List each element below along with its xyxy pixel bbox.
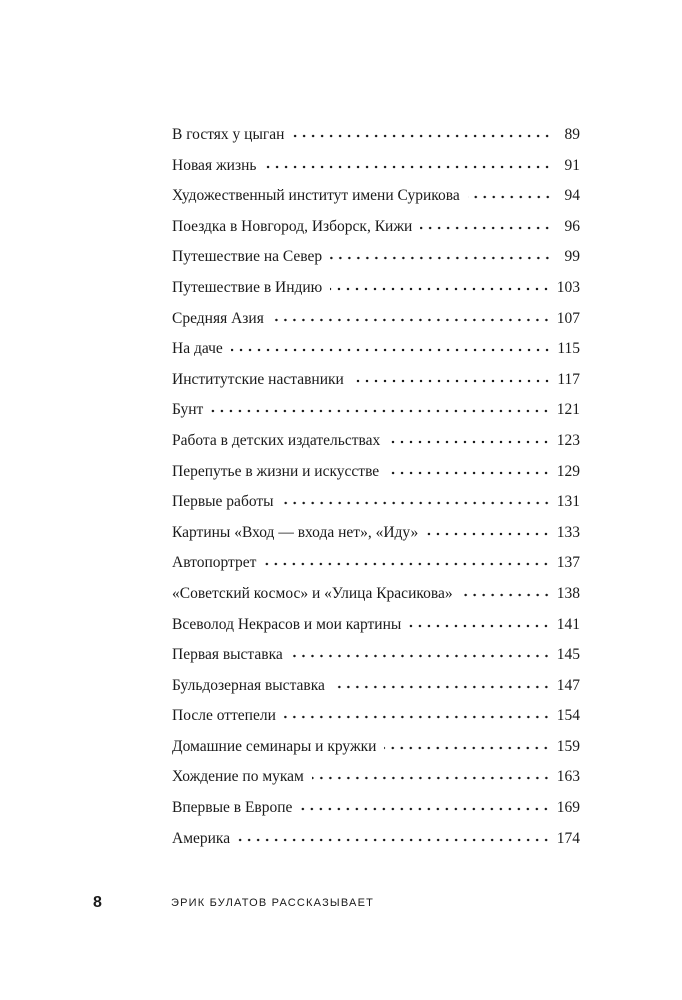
dot-leader (282, 501, 551, 505)
toc-entry-page: 137 (556, 554, 580, 572)
page-number: 8 (93, 894, 102, 911)
toc-entry-page: 129 (556, 462, 580, 480)
toc-entry-page: 174 (556, 829, 580, 847)
toc-entry-page: 133 (556, 523, 580, 541)
toc-entry[interactable] (172, 120, 580, 151)
toc-entry-page: 115 (557, 340, 580, 358)
dot-leader (384, 746, 550, 750)
toc-entry[interactable] (172, 151, 580, 182)
toc-entry[interactable] (172, 640, 580, 671)
dot-leader (312, 776, 551, 780)
toc-entry-page: 145 (556, 646, 580, 664)
toc-entry-title: Домашние семинары и кружки (172, 737, 377, 755)
toc-entry[interactable] (172, 334, 580, 365)
toc-entry-title: Первые работы (172, 493, 274, 511)
dot-leader (272, 318, 551, 322)
dot-leader (264, 165, 552, 169)
toc-entry-title: Впервые в Европе (172, 799, 293, 817)
toc-entry[interactable] (172, 671, 580, 702)
toc-entry-page: 138 (556, 584, 580, 602)
toc-entry[interactable] (172, 457, 580, 488)
dot-leader (352, 379, 552, 383)
toc-entry[interactable] (172, 365, 580, 396)
toc-entry-title: После оттепели (172, 707, 276, 725)
toc-entry-page: 169 (556, 799, 580, 817)
toc-entry-title: В гостях у цыган (172, 126, 285, 143)
toc-entry-page: 123 (556, 431, 580, 449)
toc-entry[interactable] (172, 610, 580, 641)
dot-leader (387, 471, 551, 475)
toc-entry-page: 147 (556, 676, 580, 694)
toc-entry[interactable] (172, 304, 580, 335)
dot-leader (238, 838, 551, 842)
toc-entry[interactable] (172, 762, 580, 793)
dot-leader (333, 685, 551, 689)
toc-entry-title: Первая выставка (172, 646, 283, 664)
toc-entry-title: Бульдозерная выставка (172, 676, 325, 694)
toc-entry-title: Всеволод Некрасов и мои картины (172, 615, 402, 633)
dot-leader (420, 226, 552, 230)
toc-entry-title: Картины «Вход — входа нет», «Иду» (172, 523, 419, 541)
toc-entry[interactable] (172, 273, 580, 304)
dot-leader (426, 532, 550, 536)
toc-entry-page: 117 (557, 370, 580, 388)
toc-entry-page: 103 (556, 278, 580, 296)
toc-entry[interactable] (172, 426, 580, 457)
toc-entry[interactable] (172, 548, 580, 579)
dot-leader (231, 348, 552, 352)
toc-entry-page: 89 (564, 126, 580, 143)
toc-entry[interactable] (172, 701, 580, 732)
dot-leader (409, 624, 550, 628)
dot-leader (330, 287, 550, 291)
toc-entry-page: 99 (564, 248, 580, 266)
toc-entry-title: Хождение по мукам (172, 768, 304, 786)
toc-entry-page: 107 (556, 309, 580, 327)
toc-entry-title: На даче (172, 340, 223, 358)
toc-entry-title: Путешествие на Север (172, 248, 323, 266)
dot-leader (300, 807, 550, 811)
toc-entry[interactable] (172, 181, 580, 212)
dot-leader (264, 562, 550, 566)
toc-entry-page: 154 (556, 707, 580, 725)
toc-entry[interactable] (172, 242, 580, 273)
toc-entry-title: Путешествие в Индию (172, 278, 323, 296)
toc-entry-page: 96 (564, 217, 580, 235)
toc-entry-page: 141 (556, 615, 580, 633)
toc-entry-page: 159 (556, 737, 580, 755)
toc-entry-title: Поездка в Новгород, Изборск, Кижи (172, 217, 413, 235)
toc-entry-title: Работа в детских издательствах (172, 431, 381, 449)
toc-entry-title: Институтские наставники (172, 370, 344, 388)
toc-entry[interactable] (172, 487, 580, 518)
toc-entry-title: Средняя Азия (172, 309, 264, 327)
toc-entry-title: «Советский космос» и «Улица Красикова» (172, 584, 453, 602)
toc-entry[interactable] (172, 395, 580, 426)
toc-entry-title: Америка (172, 829, 231, 847)
toc-entry[interactable] (172, 212, 580, 243)
dot-leader (388, 440, 550, 444)
toc-entry[interactable] (172, 793, 580, 824)
dot-leader (211, 409, 550, 413)
toc-entry-page: 94 (564, 187, 580, 205)
toc-entry-page: 131 (556, 493, 580, 511)
toc-entry[interactable] (172, 824, 580, 855)
toc-entry[interactable] (172, 579, 580, 610)
table-of-contents (172, 120, 580, 854)
dot-leader (292, 134, 552, 138)
toc-entry-title: Перепутье в жизни и искусстве (172, 462, 380, 480)
toc-entry-title: Бунт (172, 401, 204, 419)
toc-entry-title: Художественный институт имени Сурикова (172, 187, 460, 205)
toc-entry-title: Новая жизнь (172, 156, 257, 174)
dot-leader (291, 654, 551, 658)
toc-entry-page: 121 (556, 401, 580, 419)
toc-entry-page: 163 (556, 768, 580, 786)
dot-leader (461, 593, 551, 597)
toc-entry-page: 91 (564, 156, 580, 174)
dot-leader (284, 715, 551, 719)
dot-leader (330, 256, 552, 260)
running-head: ЭРИК БУЛАТОВ РАССКАЗЫВАЕТ (171, 897, 375, 909)
toc-entry[interactable] (172, 518, 580, 549)
toc-entry-title: Автопортрет (172, 554, 257, 572)
toc-entry[interactable] (172, 732, 580, 763)
dot-leader (468, 195, 552, 199)
